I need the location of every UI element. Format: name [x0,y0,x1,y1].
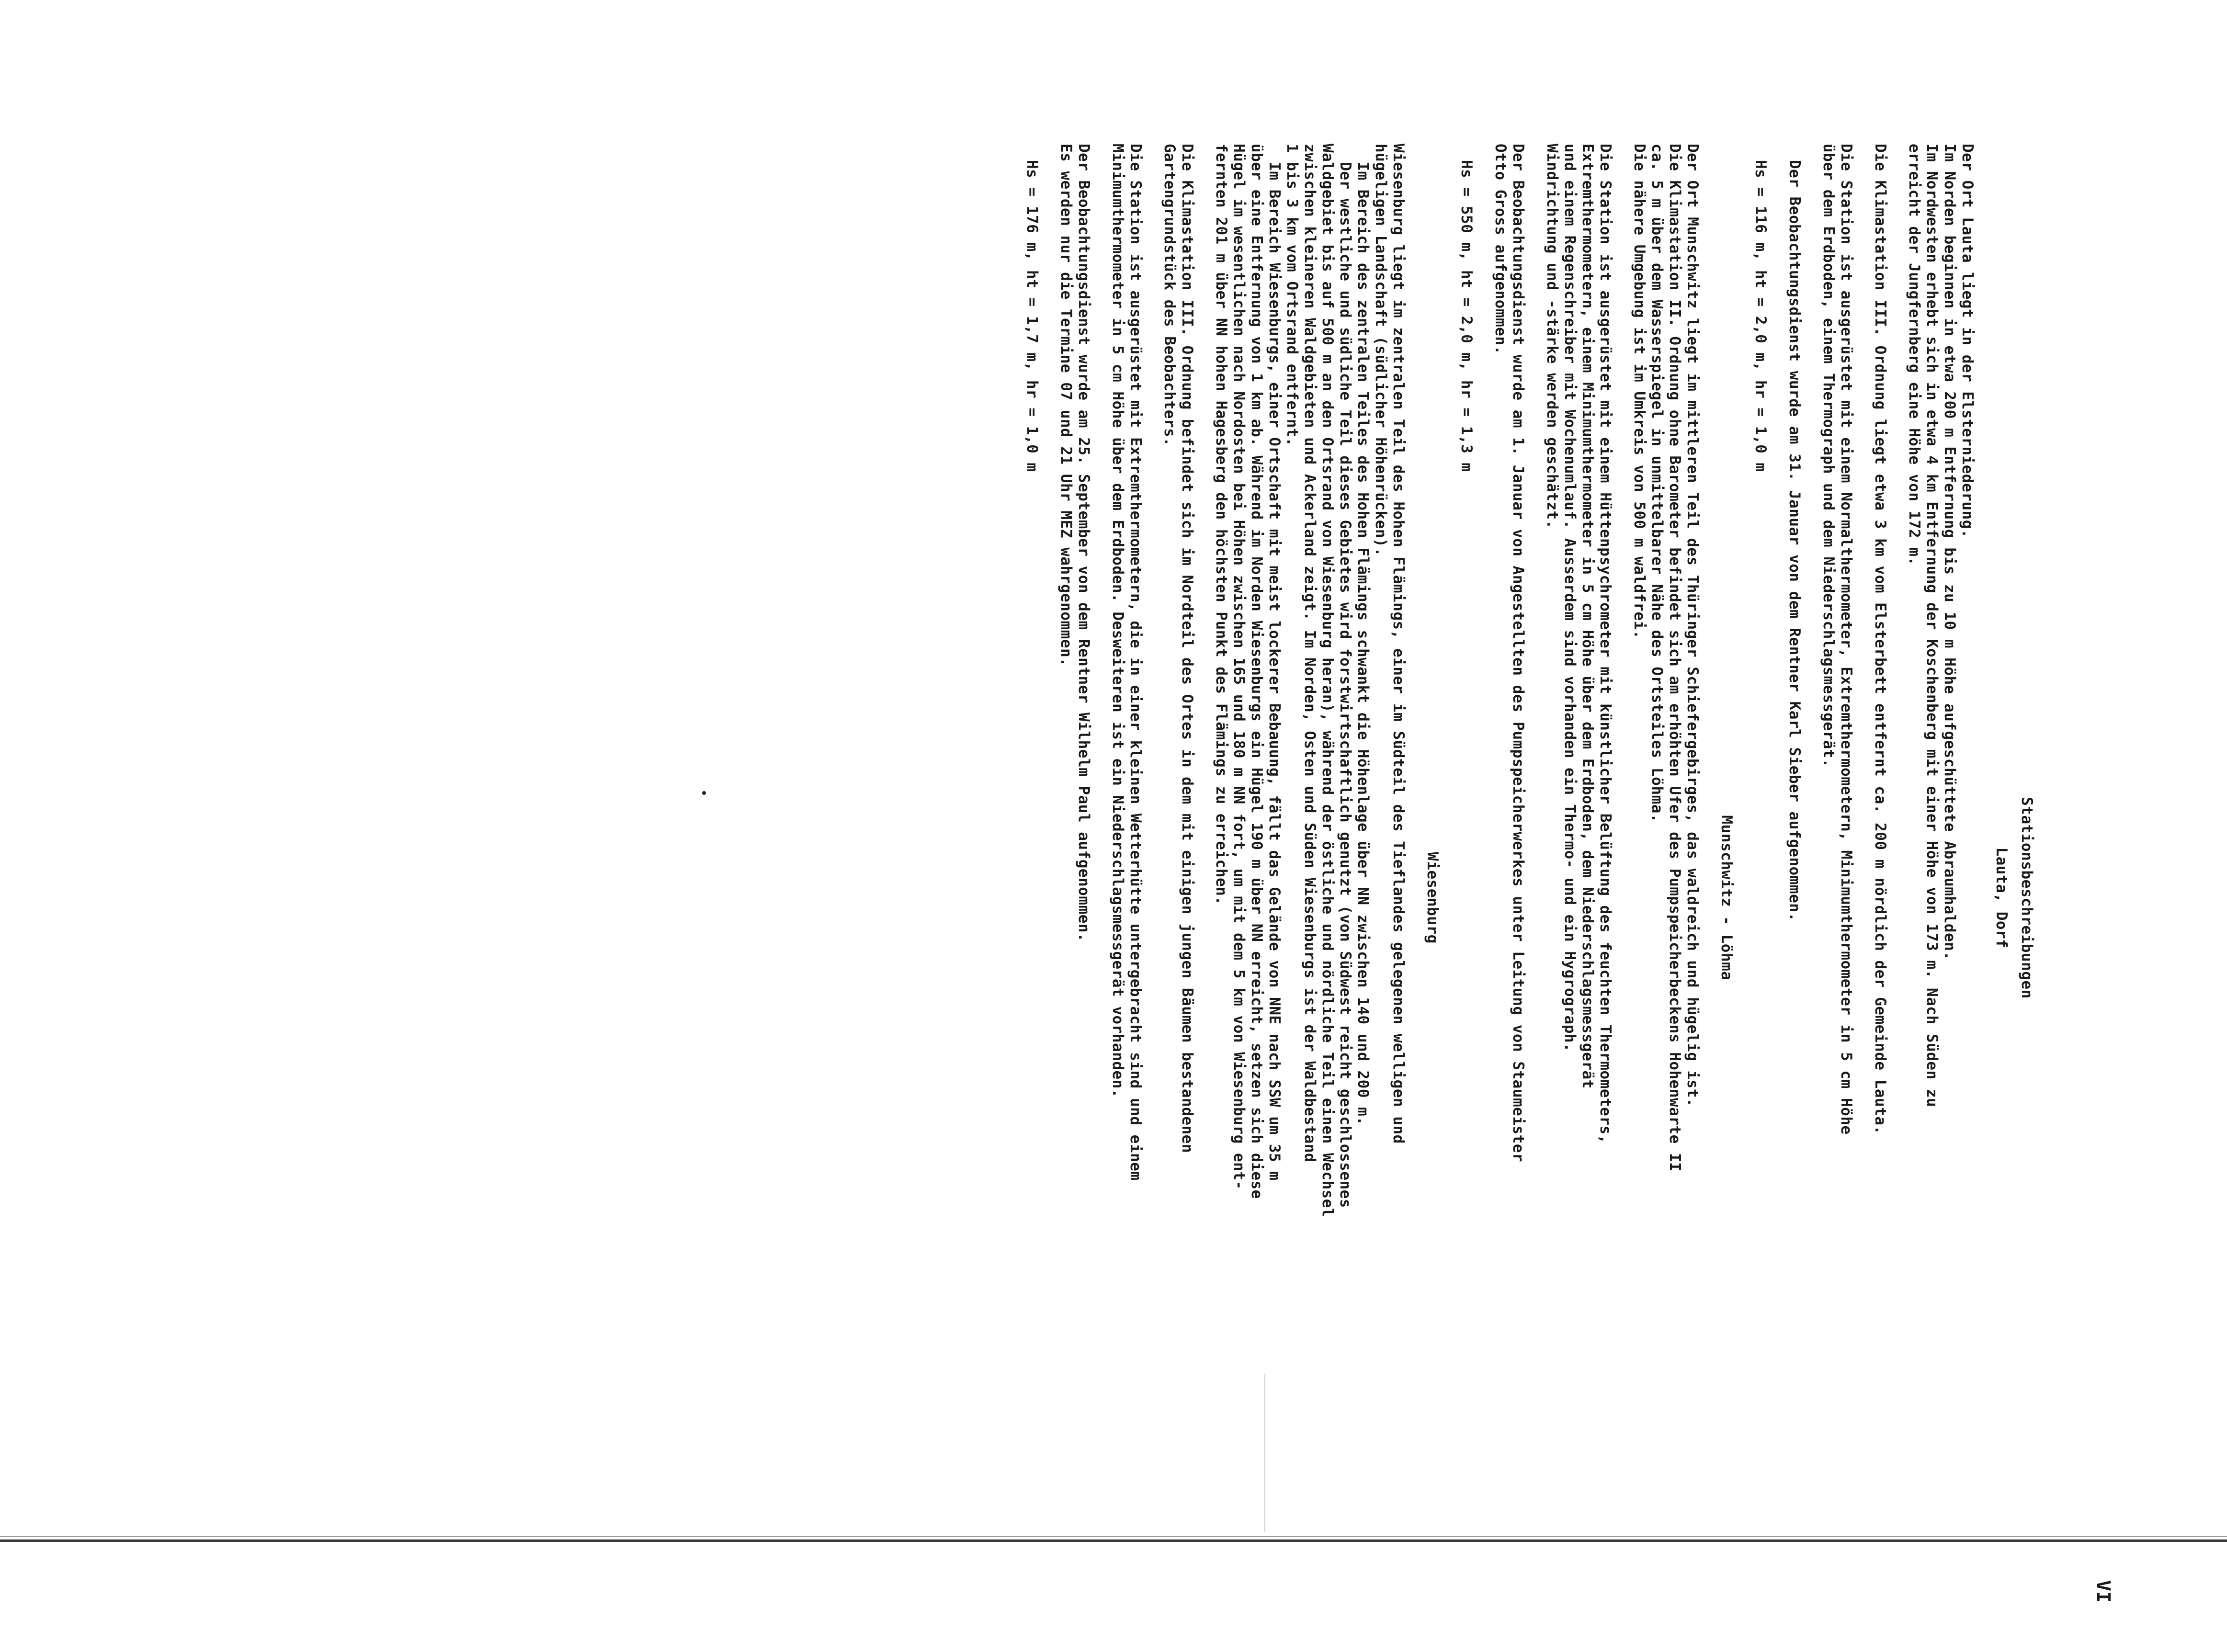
lauta-heights: Hs = 116 m, ht = 2,0 m, hr = 1,0 m [1752,160,1769,472]
wiesenburg-paragraph-1: Wiesenburg liegt im zentralen Teil des Hohen Flämings, einer im Südteil des Tieflandes gelegenen welligen und hügeligen Landschaft (südlicher Höhenrücken). Im Bereich des zentralen Teiles des Hohen Flämings schwankt die Höhenlage über NN zwischen 140 und 200 m. Der westliche und südliche Teil dieses Gebietes wird forstwirtschaftlich genutzt (von Südwest reicht geschlossenes Waldgebiet bis auf 500 m an den Ortsrand von Wiesenburg heran), während der östliche und nördliche Teil einen Wechsel zwischen kleineren Waldgebieten und Ackerland zeigt. Im Norden, Osten und Süden Wiesenburgs ist der Waldbestand 1 bis 3 km vom Ortsrand entfernt. Im Bereich Wiesenburgs, einer Ortschaft mit meist lockerer Bebauung, fällt das Gelände von NNE nach SSW um 35 m über eine Entfernung von 1 km ab. Während im Norden Wiesenburgs ein Hügel 190 m über NN erreicht, setzen sich diese Hügel im wesentlichen nach Nordosten bei Höhen zwischen 165 und 180 m NN fort, um mit dem 5 km von Wiesenburg ent- fernten 201 m über NN hohen Hagesberg den höchsten Punkt des Flämings zu erreichen. [1213,144,1407,1218]
wiesenburg-paragraph-3: Die Station ist ausgerüstet mit Extremthermometern, die in einer kleinen Wetterhütte untergebracht sind und einem Minimumthermometer in 5 cm Höhe über dem Erdboden. Desweiteren ist ein Niederschlagsmessgerät vorhanden. [1109,144,1144,1181]
section-heading-wiesenburg: Wiesenburg [1424,852,1441,944]
lauta-paragraph-4: Der Beobachtungsdienst wurde am 31. Januar von dem Rentner Karl Sieber aufgenommen. [1786,160,1803,922]
munschwitz-paragraph-3: Der Beobachtungsdienst wurde am 1. Januar von Angestellten des Pumpspeicherwerkes unter Leitung von Staumeister Otto Gross aufgenommen. [1492,144,1527,1163]
wiesenburg-paragraph-4: Der Beobachtungsdienst wurde am 25. September von dem Rentner Wilhelm Paul aufgenommen. Es werden nur die Termine 07 und 21 Uhr MEZ wahrgenommen. [1057,144,1092,942]
munschwitz-heights: Hs = 550 m, ht = 2,0 m, hr = 1,3 m [1458,160,1475,472]
scan-edge [0,1539,2227,1542]
munschwitz-paragraph-1: Der Ort Munschwitz liegt im mittleren Teil des Thüringer Schiefergebirges, das waldreich und hügelig ist. Die Klimastation II. Ordnung ohne Barometer befindet sich am erhöhten Ufer des Pumpspeicherbeckens Hohenwarte II ca. 5 m über dem Wasserspiegel in unmittelbarer Nähe des Ortsteiles Löhma. Die nähere Umgebung ist im Umkreis von 500 m waldfrei. [1631,144,1701,1172]
munschwitz-paragraph-2: Die Station ist ausgerüstet mit einem Hüttenpsychrometer mit künstlicher Belüftung des feuchten Thermometers, Extremthermometern, einem Minimumthermometer in 5 cm Höhe über dem Erdboden, dem Niederschlagsmessgerät und einem Regenschreiber mit Wochenumlauf. Ausserdem sind vorhanden ein Thermo- und ein Hygrograph. Windrichtung und -stärke werden geschätzt. [1544,144,1614,1144]
section-heading-lauta: Lauta, Dorf [1993,847,2010,949]
lauta-paragraph-3: Die Station ist ausgerüstet mit einem Normalthermometer, Extremthermometern, Minimumthermometer in 5 cm Höhe über dem Erdboden, einem Thermograph und dem Niederschlagsmessgerät. [1820,144,1855,1135]
wiesenburg-heights: Hs = 176 m, ht = 1,7 m, hr = 1,0 m [1023,160,1041,472]
wiesenburg-paragraph-2: Die Klimastation III. Ordnung befindet sich im Nordteil des Ortes in dem mit einigen jungen Bäumen bestandenen Gartengrundstück des Beobachters. [1161,144,1196,1153]
section-heading-munschwitz: Munschwitz - Löhma [1718,815,1735,981]
rotated-document [1007,144,2114,1652]
lauta-paragraph-1: Der Ort Lauta liegt in der Elsterniederung. Im Norden beginnen in etwa 200 m Entfernung bis zu 10 m Höhe aufgeschüttete Abraumhalden. Im Nordwesten erhebt sich in etwa 4 km Entfernung der Koschenberg mit einer Höhe von 173 m. Nach Süden zu erreicht der Jungfernberg eine Höhe von 172 m. [1906,144,1976,1108]
document-title: Stationsbeschreibungen [2018,797,2035,999]
page-number: VI [2093,1580,2114,1603]
scan-edge-thin [0,1536,2227,1537]
scan-fold-line [1264,1374,1265,1532]
lauta-paragraph-2: Die Klimastation III. Ordnung liegt etwa 3 km vom Elsterbett entfernt ca. 200 m nördlich der Gemeinde Lauta. [1872,144,1889,1135]
scan-speck [702,791,706,795]
